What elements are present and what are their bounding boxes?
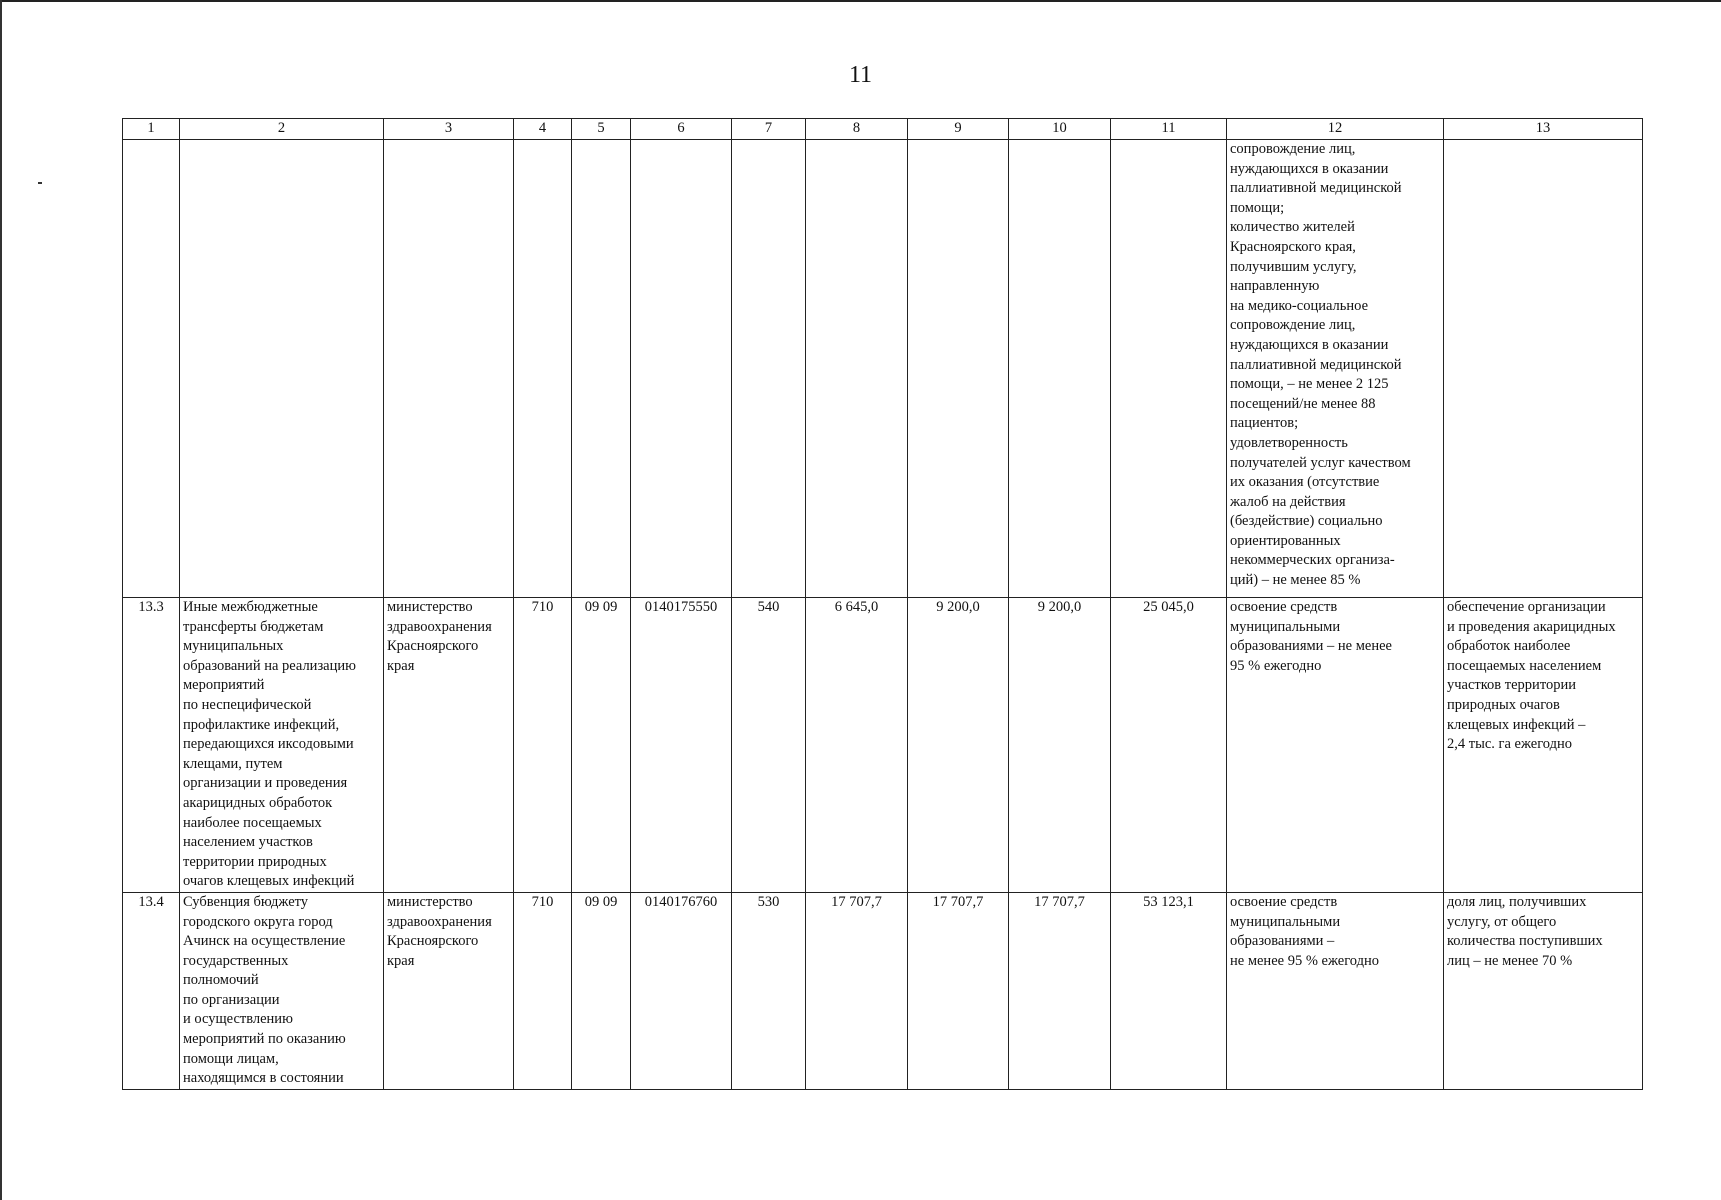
column-number: 4 xyxy=(514,119,572,140)
amount-year3-cell: 9 200,0 xyxy=(1009,598,1111,893)
column-number: 9 xyxy=(908,119,1009,140)
column-number: 1 xyxy=(123,119,180,140)
column-number: 12 xyxy=(1227,119,1444,140)
amount-year2-cell: 17 707,7 xyxy=(908,892,1009,1089)
target-article-cell xyxy=(631,140,732,598)
expected-result-cell: освоение средств муниципальными образованиями – не менее 95 % ежегодно xyxy=(1227,892,1444,1089)
amount-total-cell: 25 045,0 xyxy=(1111,598,1227,893)
amount-year3-cell xyxy=(1009,140,1111,598)
scan-speck xyxy=(38,182,42,184)
scan-edge-top xyxy=(0,0,1721,2)
amount-year1-cell: 6 645,0 xyxy=(806,598,908,893)
column-number: 11 xyxy=(1111,119,1227,140)
column-number: 8 xyxy=(806,119,908,140)
administrator-cell: министерство здравоохранения Красноярского края xyxy=(384,892,514,1089)
section-code-cell xyxy=(572,140,631,598)
target-article-cell: 0140175550 xyxy=(631,598,732,893)
measure-name-cell: Иные межбюджетные трансферты бюджетам муниципальных образований на реализацию мероприятий по неспецифической профилактике инфекций, передающихся иксодовыми клещами, путем организации и проведения акарицидных обработок наиболее посещаемых населением участков территории природных очагов клещевых инфекций xyxy=(180,598,384,893)
grbs-code-cell: 710 xyxy=(514,598,572,893)
outcome-indicator-cell xyxy=(1444,140,1643,598)
expected-result-cell: сопровождение лиц, нуждающихся в оказании паллиативной медицинской помощи; количество жителей Красноярского края, получившим услугу, направленную на медико-социальное сопровождение лиц, нуждающихся в оказании паллиативной медицинской помощи, – не менее 2 125 посещений/не менее 88 пациентов; удовлетворенность получателей услуг качеством их оказания (отсутствие жалоб на действия (бездействие) социально ориентированных некоммерческих организа- ций) – не менее 85 % xyxy=(1227,140,1444,598)
amount-year1-cell xyxy=(806,140,908,598)
section-code-cell: 09 09 xyxy=(572,598,631,893)
item-number-cell xyxy=(123,140,180,598)
amount-year2-cell xyxy=(908,140,1009,598)
program-measures-table xyxy=(122,118,1643,1090)
expense-type-cell: 540 xyxy=(732,598,806,893)
amount-total-cell: 53 123,1 xyxy=(1111,892,1227,1089)
column-number: 3 xyxy=(384,119,514,140)
table-row xyxy=(123,598,1643,893)
column-number-row xyxy=(123,119,1643,140)
amount-year2-cell: 9 200,0 xyxy=(908,598,1009,893)
outcome-indicator-cell: обеспечение организации и проведения акарицидных обработок наиболее посещаемых населением участков территории природных очагов клещевых инфекций – 2,4 тыс. га ежегодно xyxy=(1444,598,1643,893)
measure-name-cell: Субвенция бюджету городского округа город Ачинск на осуществление государственных полномочий по организации и осуществлению мероприятий по оказанию помощи лицам, находящимся в состоянии xyxy=(180,892,384,1089)
amount-year3-cell: 17 707,7 xyxy=(1009,892,1111,1089)
item-number-cell: 13.3 xyxy=(123,598,180,893)
amount-total-cell xyxy=(1111,140,1227,598)
administrator-cell: министерство здравоохранения Красноярского края xyxy=(384,598,514,893)
grbs-code-cell: 710 xyxy=(514,892,572,1089)
column-number: 5 xyxy=(572,119,631,140)
scan-edge-left xyxy=(0,0,2,1200)
section-code-cell: 09 09 xyxy=(572,892,631,1089)
column-number: 10 xyxy=(1009,119,1111,140)
administrator-cell xyxy=(384,140,514,598)
measure-name-cell xyxy=(180,140,384,598)
outcome-indicator-cell: доля лиц, получивших услугу, от общего количества поступивших лиц – не менее 70 % xyxy=(1444,892,1643,1089)
expense-type-cell xyxy=(732,140,806,598)
expense-type-cell: 530 xyxy=(732,892,806,1089)
amount-year1-cell: 17 707,7 xyxy=(806,892,908,1089)
target-article-cell: 0140176760 xyxy=(631,892,732,1089)
item-number-cell: 13.4 xyxy=(123,892,180,1089)
grbs-code-cell xyxy=(514,140,572,598)
column-number: 6 xyxy=(631,119,732,140)
table-row xyxy=(123,140,1643,598)
expected-result-cell: освоение средств муниципальными образованиями – не менее 95 % ежегодно xyxy=(1227,598,1444,893)
column-number: 2 xyxy=(180,119,384,140)
page-number: 11 xyxy=(848,62,873,88)
table-row xyxy=(123,892,1643,1089)
column-number: 7 xyxy=(732,119,806,140)
column-number: 13 xyxy=(1444,119,1643,140)
